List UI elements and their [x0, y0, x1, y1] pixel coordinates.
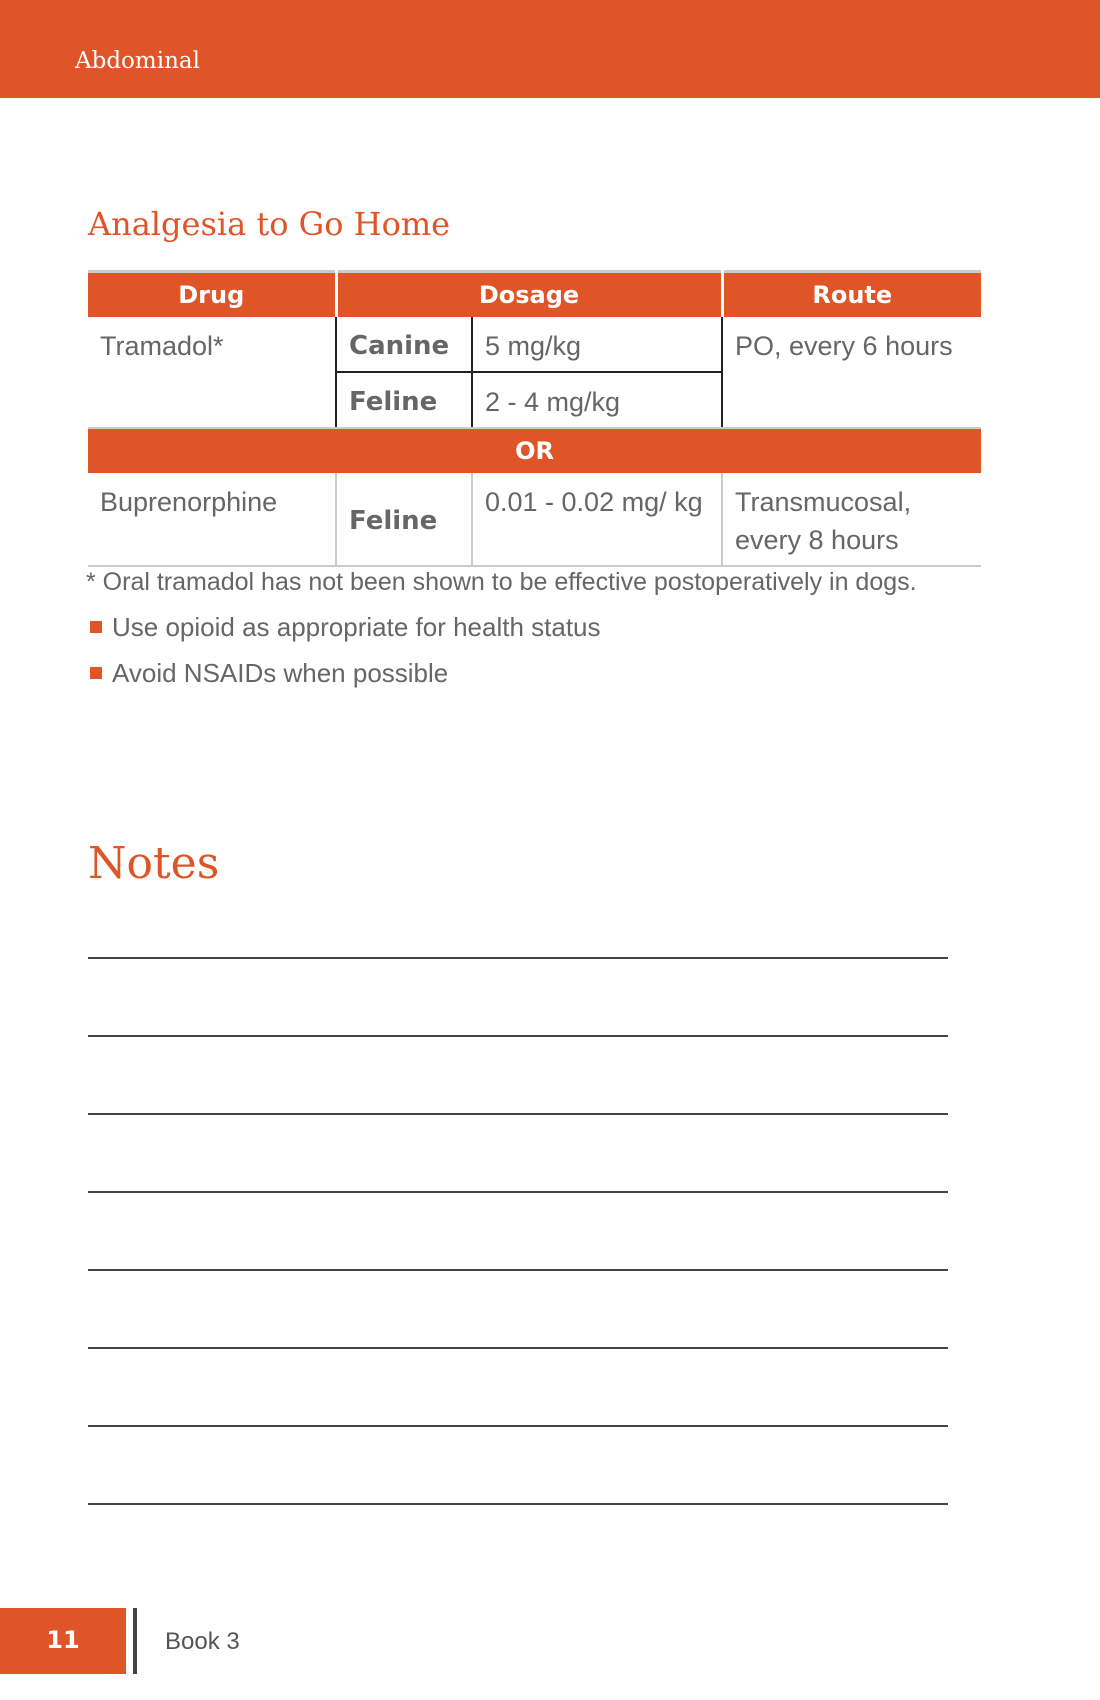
header-route: Route	[722, 272, 981, 318]
species-cell: Canine	[336, 317, 472, 372]
square-bullet-icon	[90, 667, 102, 679]
list-item	[88, 612, 601, 658]
note-line	[88, 1503, 948, 1505]
drug-cell: Tramadol*	[88, 317, 336, 428]
list-item	[88, 658, 601, 704]
note-line	[88, 1347, 948, 1349]
species-cell: Feline	[336, 372, 472, 428]
analgesia-table-container	[88, 270, 981, 567]
note-line	[88, 1191, 948, 1193]
note-line	[88, 1113, 948, 1115]
or-separator-row	[88, 428, 981, 473]
drug-cell: Buprenorphine	[88, 473, 336, 566]
note-line	[88, 1269, 948, 1271]
analgesia-table	[88, 270, 981, 567]
notes-title: Notes	[88, 838, 220, 889]
header-bar	[0, 0, 1100, 98]
bullet-list	[88, 612, 601, 704]
header-drug: Drug	[88, 272, 336, 318]
dose-cell: 5 mg/kg	[472, 317, 722, 372]
dose-cell: 0.01 - 0.02 mg/ kg	[472, 473, 722, 566]
species-cell: Feline	[336, 473, 472, 566]
footnote: * Oral tramadol has not been shown to be effective postoperatively in dogs.	[86, 568, 917, 596]
table-row	[88, 317, 981, 372]
square-bullet-icon	[90, 621, 102, 633]
page-number-box	[0, 1608, 126, 1674]
header-dosage: Dosage	[336, 272, 722, 318]
route-cell: PO, every 6 hours	[722, 317, 981, 428]
bullet-text: Use opioid as appropriate for health status	[112, 612, 601, 642]
note-line	[88, 1035, 948, 1037]
table-header-row	[88, 272, 981, 318]
note-line	[88, 957, 948, 959]
footer-divider	[133, 1608, 137, 1674]
chapter-title: Abdominal	[75, 48, 200, 74]
table-row	[88, 473, 981, 566]
bullet-text: Avoid NSAIDs when possible	[112, 658, 449, 688]
book-label: Book 3	[165, 1628, 240, 1655]
dose-cell: 2 - 4 mg/kg	[472, 372, 722, 428]
or-separator: OR	[88, 428, 981, 473]
section-title: Analgesia to Go Home	[88, 205, 451, 243]
note-line	[88, 1425, 948, 1427]
route-cell: Transmucosal, every 8 hours	[722, 473, 981, 566]
page-number: 11	[46, 1626, 80, 1654]
